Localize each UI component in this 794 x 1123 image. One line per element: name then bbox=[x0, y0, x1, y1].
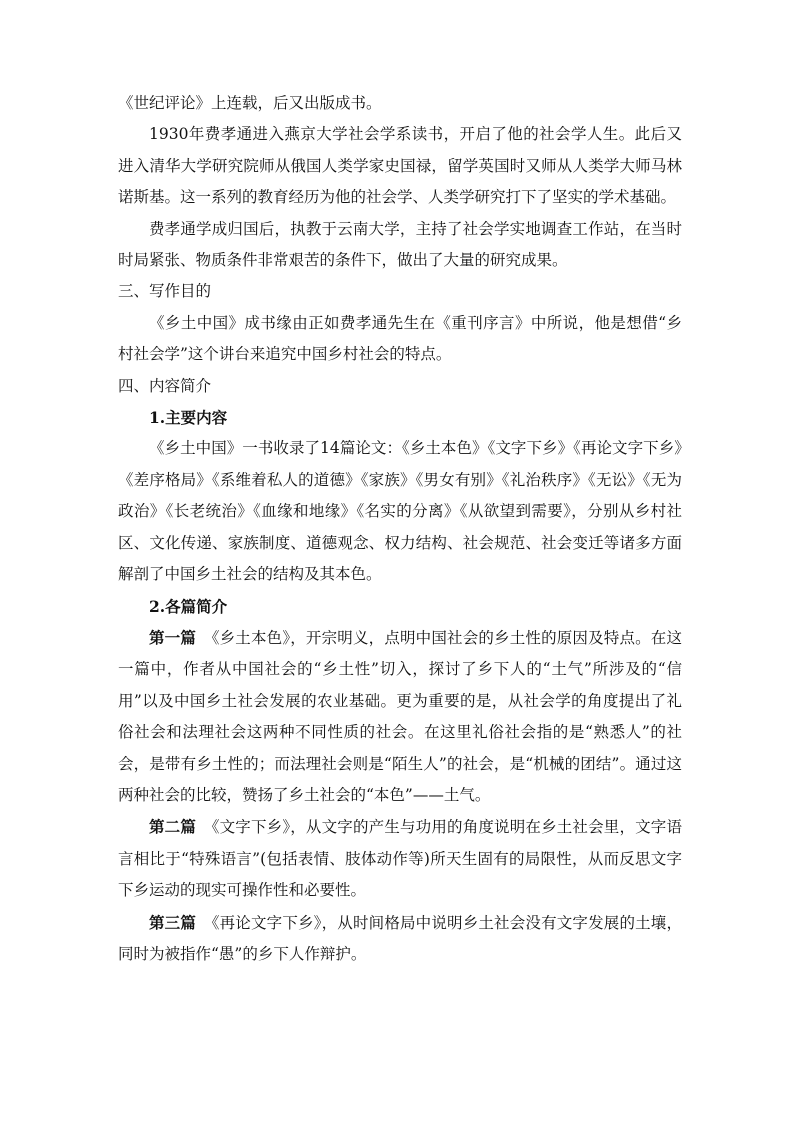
paragraph-chapter-3 bbox=[118, 907, 682, 971]
chapter-2-text: 《文字下乡》，从文字的产生与功用的角度说明在乡土社会里，文字语言相比于“特殊语言”(包括表情、肢体动作等)所天生固有的局限性，从而反思文字下乡运动的现实可操作性和必要性。 bbox=[118, 818, 682, 900]
subheading-main-content: 1.主要内容 bbox=[149, 408, 228, 428]
section-heading-purpose: 三、写作目的 bbox=[118, 282, 212, 301]
paragraph-purpose: 《乡土中国》成书缘由正如费孝通先生在《重刊序言》中所说，他是想借“乡村社会学”这个讲台来追究中国乡村社会的特点。 bbox=[118, 313, 682, 364]
chapter-1-label: 第一篇 bbox=[149, 627, 197, 647]
chapter-3-text: 《再论文字下乡》，从时间格局中说明乡土社会没有文字发展的土壤，同时为被指作“愚”的乡下人作辩护。 bbox=[118, 913, 682, 963]
paragraph-chapter-2 bbox=[118, 811, 682, 906]
chapter-3-label: 第三篇 bbox=[149, 912, 197, 932]
paragraph-main-content: 《乡土中国》一书收录了14篇论文：《乡土本色》《文字下乡》《再论文字下乡》《差序格局》《系维着私人的道德》《家族》《男女有别》《礼治秩序》《无讼》《无为政治》《长老统治》《血缘和地缘》《名实的分离》《从欲望到需要》，分别从乡村社区、文化传递、家族制度、道德观念、权力结构、社会规范、社会变迁等诸多方面解剖了中国乡土社会的结构及其本色。 bbox=[118, 439, 682, 584]
section-heading-summary: 四、内容简介 bbox=[118, 376, 212, 395]
chapter-2-label: 第二篇 bbox=[149, 817, 197, 837]
paragraph-return: 费孝通学成归国后，执教于云南大学，主持了社会学实地调查工作站，在当时时局紧张、物质条件非常艰苦的条件下，做出了大量的研究成果。 bbox=[118, 219, 682, 270]
document-page bbox=[118, 88, 682, 970]
chapter-1-text: 《乡土本色》，开宗明义，点明中国社会的乡土性的原因及特点。在这一篇中，作者从中国社会的“乡土性”切入，探讨了乡下人的“土气”所涉及的“信用”以及中国乡土社会发展的农业基础。更为重要的是，从社会学的角度提出了礼俗社会和法理社会这两种不同性质的社会。在这里礼俗社会指的是“熟悉人”的社会，是带有乡土性的；而法理社会则是“陌生人”的社会，是“机械的团结”。通过这两种社会的比较，赞扬了乡土社会的“本色”——土气。 bbox=[118, 628, 682, 804]
paragraph-chapter-1 bbox=[118, 622, 682, 811]
paragraph-continuation: 《世纪评论》上连载，后又出版成书。 bbox=[118, 94, 382, 112]
subheading-chapter-summaries: 2.各篇简介 bbox=[149, 596, 228, 616]
paragraph-education: 1930年费孝通进入燕京大学社会学系读书，开启了他的社会学人生。此后又进入清华大学研究院师从俄国人类学家史国禄，留学英国时又师从人类学大师马林诺斯基。这一系列的教育经历为他的社会学、人类学研究打下了坚实的学术基础。 bbox=[118, 125, 682, 207]
